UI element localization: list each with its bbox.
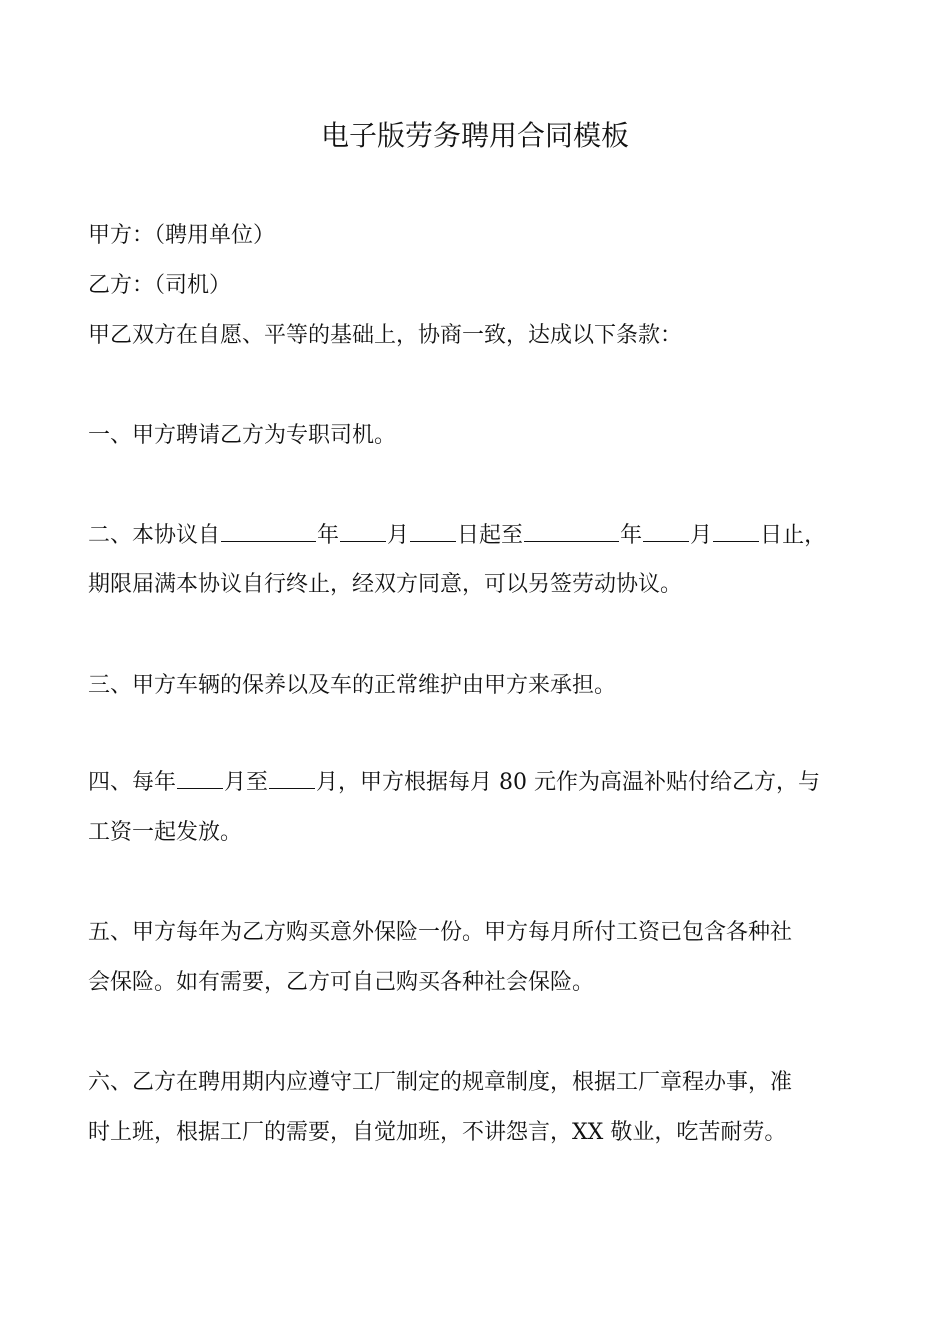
- subsidy-start-month-blank[interactable]: [177, 766, 223, 789]
- end-year-blank[interactable]: [524, 519, 619, 542]
- clause-5-line-2: 会保险。如有需要，乙方可自己购买各种社会保险。: [88, 970, 595, 995]
- clause-2-end-month-label: 月: [690, 523, 713, 548]
- end-month-blank[interactable]: [643, 519, 689, 542]
- document-title: 电子版劳务聘用合同模板: [320, 119, 629, 152]
- clause-2-day-label: 日起至: [457, 523, 524, 548]
- start-day-blank[interactable]: [410, 519, 456, 542]
- clause-2-end-year-label: 年: [620, 523, 643, 548]
- start-year-blank[interactable]: [221, 519, 316, 542]
- clause-2-year-label: 年: [317, 523, 340, 548]
- clause-4-line-2: 工资一起发放。: [88, 820, 243, 845]
- clause-2-line-1: [88, 518, 878, 554]
- preamble-line: 甲乙双方在自愿、平等的基础上，协商一致，达成以下条款：: [88, 323, 683, 348]
- clause-3: 三、甲方车辆的保养以及车的正常维护由甲方来承担。: [88, 673, 617, 698]
- clause-2-text-start: 二、本协议自: [88, 523, 221, 548]
- clause-5-line-1: 五、甲方每年为乙方购买意外保险一份。甲方每月所付工资已包含各种社: [88, 920, 793, 945]
- clause-4-text-end: 月，甲方根据每月 80 元作为高温补贴付给乙方，与: [316, 770, 821, 795]
- clause-2-month-label: 月: [387, 523, 410, 548]
- clause-1: 一、甲方聘请乙方为专职司机。: [88, 423, 397, 448]
- clause-2-text-end: 日止，: [760, 523, 827, 548]
- start-month-blank[interactable]: [340, 519, 386, 542]
- party-a-line: 甲方：（聘用单位）: [88, 223, 276, 248]
- subsidy-end-month-blank[interactable]: [269, 766, 315, 789]
- end-day-blank[interactable]: [713, 519, 759, 542]
- clause-4-month-to-label: 月至: [224, 770, 269, 795]
- clause-6-line-1: 六、乙方在聘用期内应遵守工厂制定的规章制度，根据工厂章程办事，准: [88, 1070, 793, 1095]
- clause-2-line-2: 期限届满本协议自行终止，经双方同意，可以另签劳动协议。: [88, 572, 683, 597]
- clause-6-line-2: 时上班，根据工厂的需要，自觉加班，不讲怨言，XX 敬业，吃苦耐劳。: [88, 1120, 787, 1145]
- party-b-line: 乙方：（司机）: [88, 273, 232, 298]
- clause-4-line-1: [88, 765, 878, 801]
- clause-4-text-start: 四、每年: [88, 770, 177, 795]
